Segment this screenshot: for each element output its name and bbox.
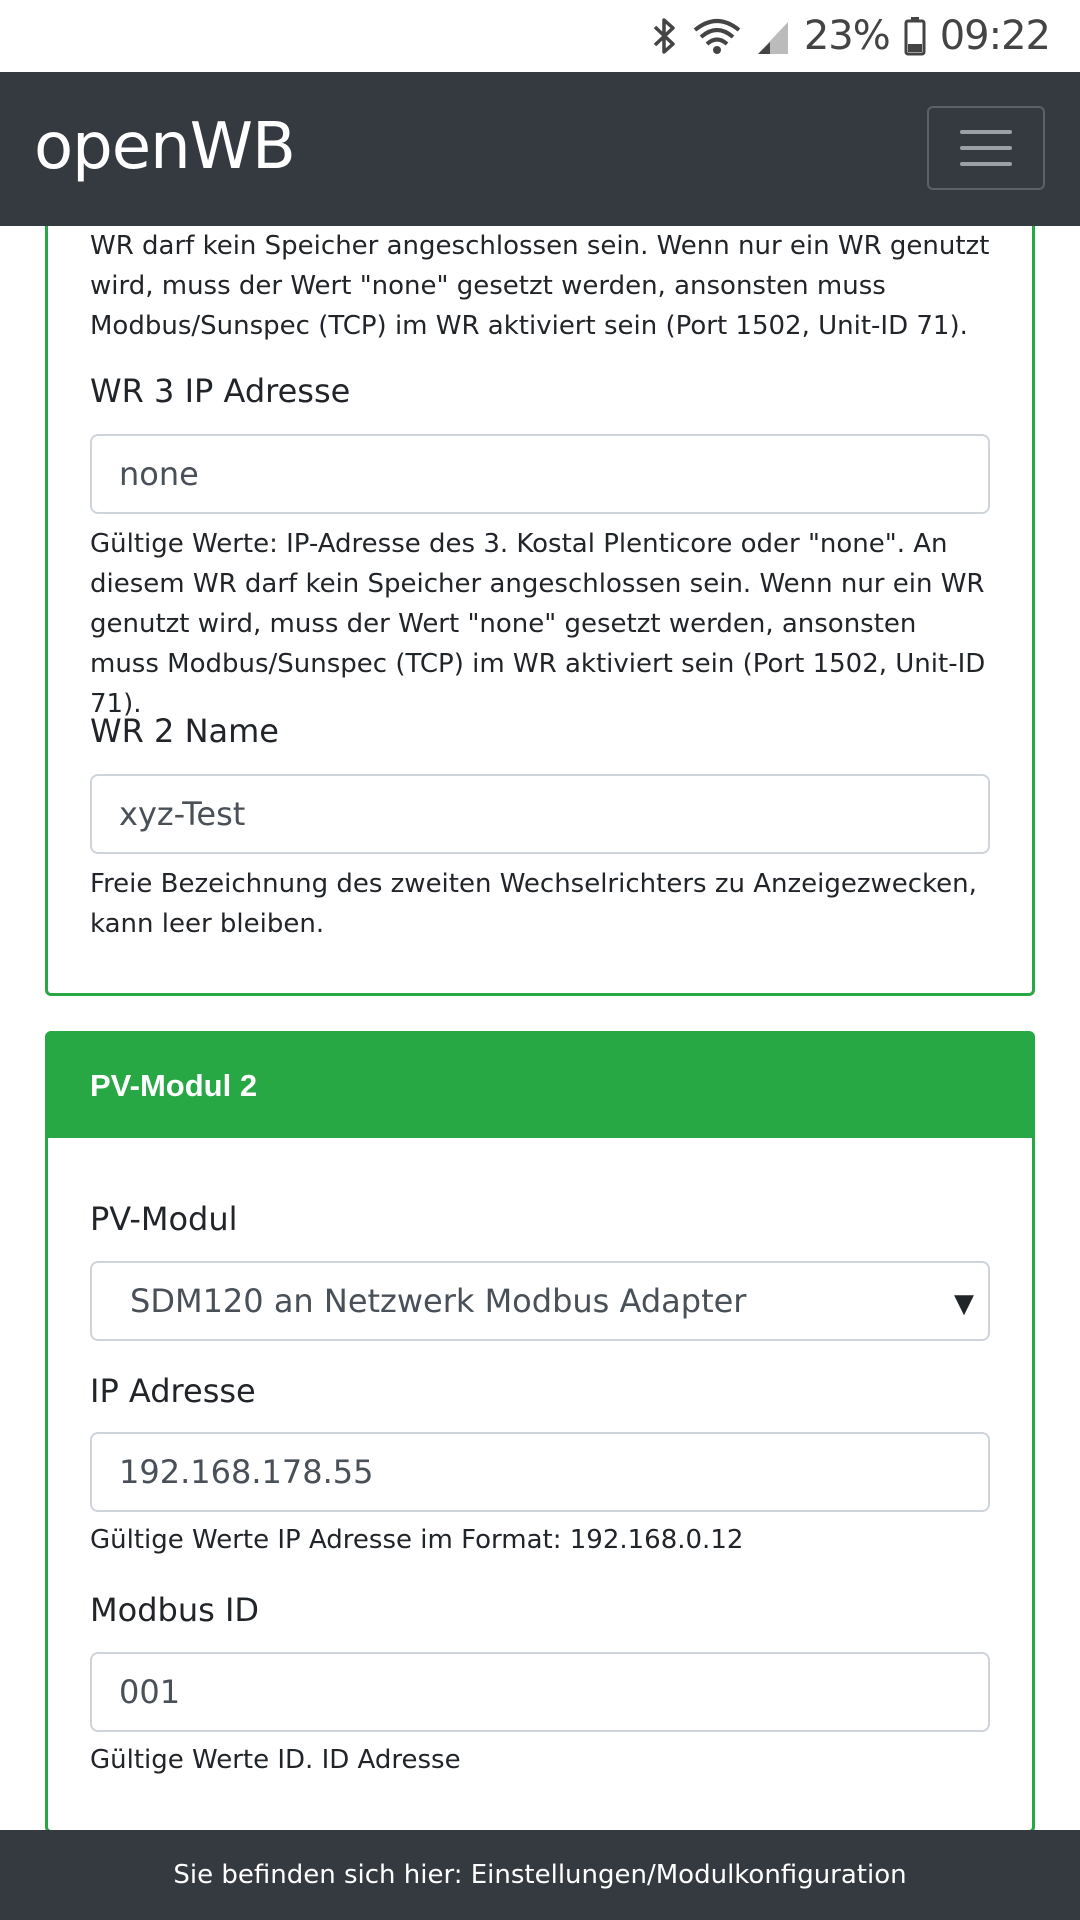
- ip-label: IP Adresse: [90, 1372, 256, 1410]
- wr3-ip-help: Gültige Werte: IP-Adresse des 3. Kostal Plenticore oder "none". An diesem WR darf kein Speicher angeschlossen sein. Wenn nur ein WR genutzt wird, muss der Wert "none" gesetzt werden, ansonsten muss Modbus/Sunspec (TCP) im WR aktiviert sein (Port 1502, Unit-ID 71).: [90, 529, 986, 719]
- hamburger-menu-icon: [960, 146, 1012, 150]
- hamburger-menu-icon: [960, 130, 1012, 134]
- battery-percent: 23%: [803, 13, 890, 59]
- wr3-ip-input[interactable]: [90, 434, 990, 514]
- modbus-id-help: Gültige Werte ID. ID Adresse: [90, 1745, 461, 1775]
- wr3-ip-value: none: [119, 455, 199, 493]
- modbus-id-label: Modbus ID: [90, 1591, 260, 1629]
- modbus-id-input[interactable]: [90, 1652, 990, 1732]
- modbus-id-value: 001: [119, 1673, 181, 1711]
- footer-text: Sie befinden sich hier: Einstellungen/Modulkonfiguration: [173, 1860, 907, 1890]
- brand-logo[interactable]: openWB: [34, 110, 295, 184]
- hamburger-menu-icon: [960, 162, 1012, 166]
- wr3-ip-label: WR 3 IP Adresse: [90, 372, 351, 410]
- top-navbar: [0, 72, 1080, 226]
- wr2-name-value: xyz-Test: [119, 795, 246, 833]
- wr-help-top: WR darf kein Speicher angeschlossen sein. Wenn nur ein WR genutzt wird, muss der Wert "none" gesetzt werden, ansonsten muss Modbus/Sunspec (TCP) im WR aktiviert sein (Port 1502, Unit-ID 71).: [90, 231, 990, 341]
- ip-value: 192.168.178.55: [119, 1453, 374, 1491]
- pv-modul-select[interactable]: [90, 1261, 990, 1341]
- wr2-name-label: WR 2 Name: [90, 712, 279, 750]
- pv-modul-2-header: PV-Modul 2: [48, 1034, 1032, 1138]
- footer-breadcrumb: [0, 1830, 1080, 1920]
- pv-modul-selected: SDM120 an Netzwerk Modbus Adapter: [130, 1282, 747, 1320]
- ip-input[interactable]: [90, 1432, 990, 1512]
- pv-modul-label: PV-Modul: [90, 1200, 238, 1238]
- clock: 09:22: [939, 13, 1050, 59]
- wr2-name-input[interactable]: [90, 774, 990, 854]
- menu-toggle-button[interactable]: [927, 106, 1045, 190]
- wr2-name-help: Freie Bezeichnung des zweiten Wechselrichters zu Anzeigezwecken, kann leer bleiben.: [90, 869, 977, 939]
- ip-help: Gültige Werte IP Adresse im Format: 192.168.0.12: [90, 1525, 744, 1555]
- chevron-down-icon: ▼: [954, 1289, 974, 1319]
